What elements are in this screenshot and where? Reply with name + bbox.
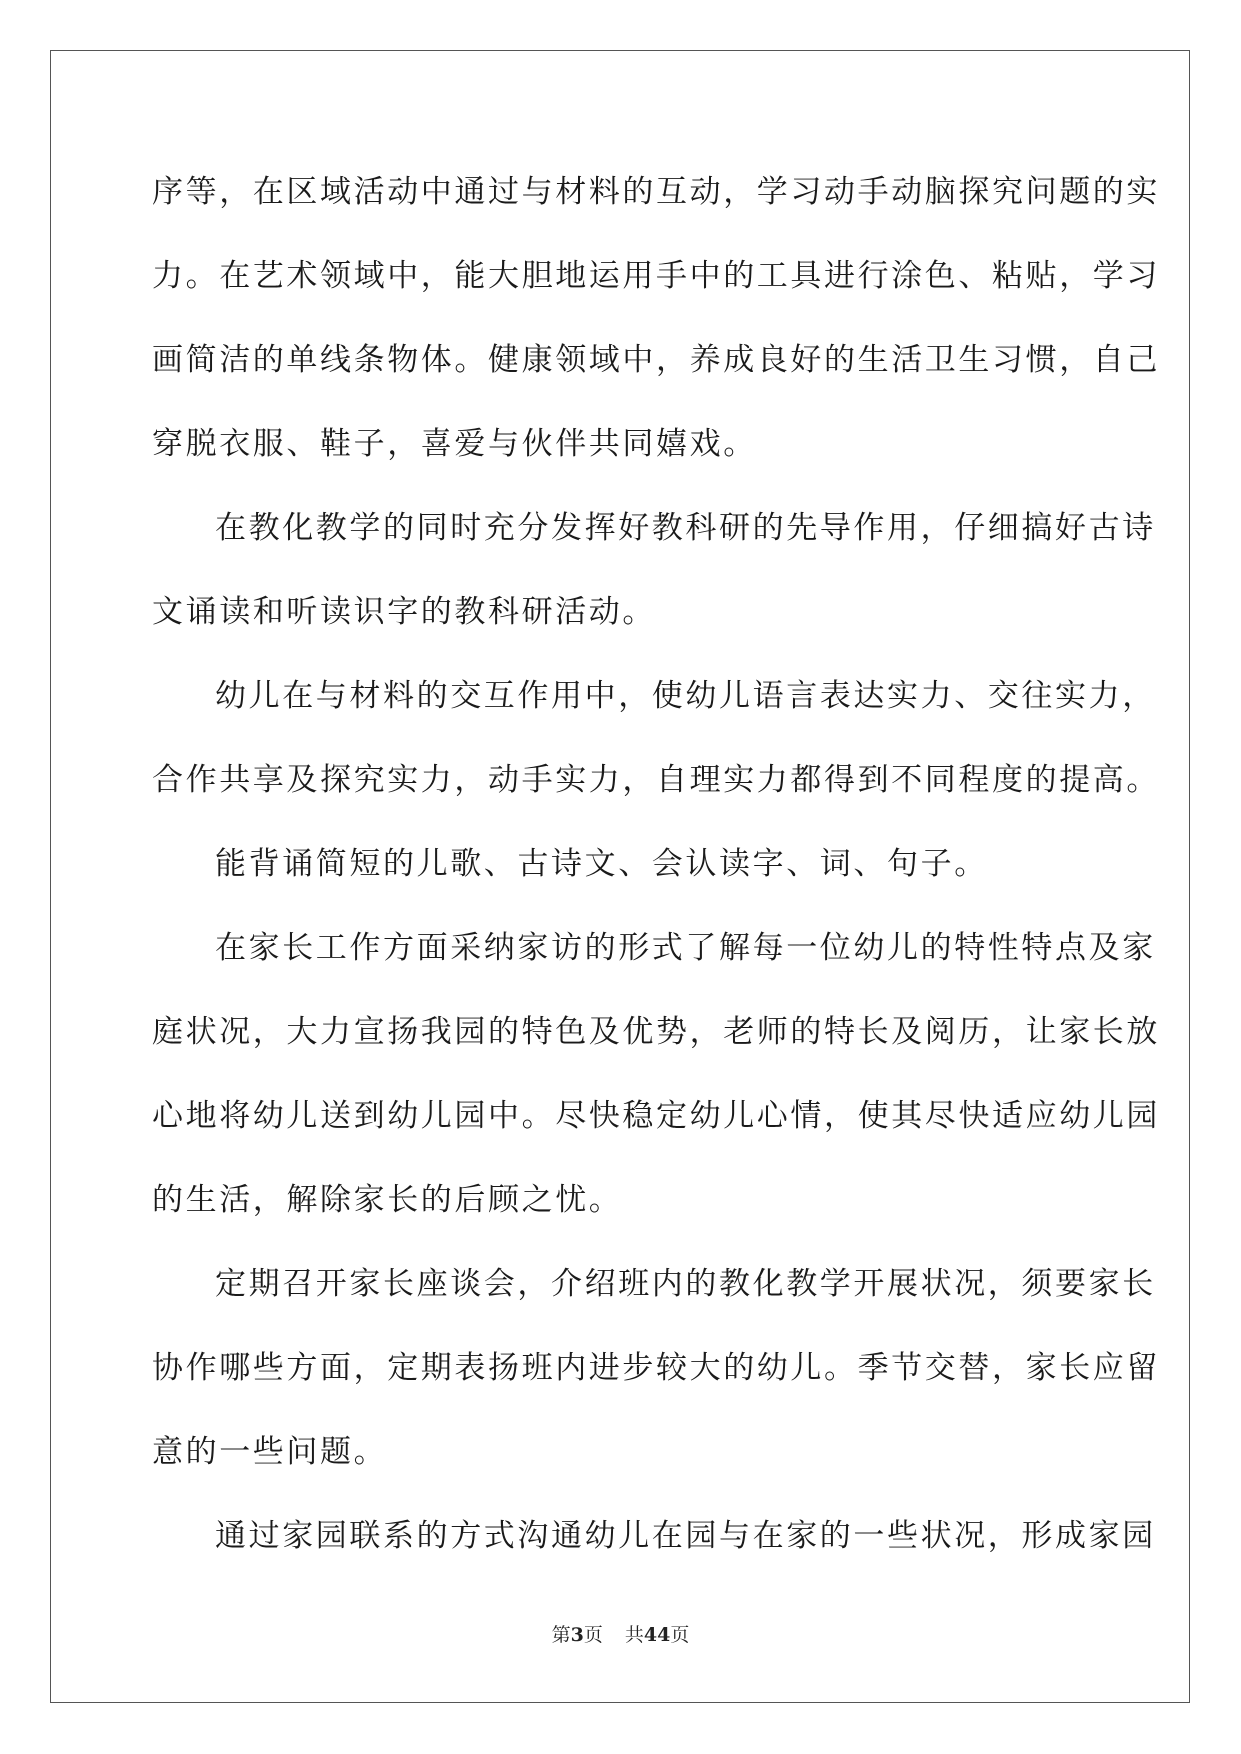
document-body xyxy=(152,162,1160,1590)
page-prefix: 第 xyxy=(551,1624,571,1646)
text-line: 意的一些问题。 xyxy=(152,1434,388,1470)
current-page-number: 3 xyxy=(570,1624,584,1646)
text-line: 文诵读和听读识字的教科研活动。 xyxy=(152,594,656,630)
paragraph-start-line: 通过家园联系的方式沟通幼儿在园与在家的一些状况，形成家园 xyxy=(215,1518,1156,1554)
text-line: 的生活，解除家长的后顾之忧。 xyxy=(152,1182,623,1218)
text-line: 庭状况，大力宣扬我园的特色及优势，老师的特长及阅历，让家长放 xyxy=(152,1014,1160,1050)
total-prefix: 共 xyxy=(624,1624,644,1646)
text-line: 画简洁的单线条物体。健康领域中，养成良好的生活卫生习惯，自己 xyxy=(152,342,1160,378)
text-line: 心地将幼儿送到幼儿园中。尽快稳定幼儿心情，使其尽快适应幼儿园 xyxy=(152,1098,1160,1134)
text-line: 穿脱衣服、鞋子，喜爱与伙伴共同嬉戏。 xyxy=(152,426,757,462)
paragraph-start-line: 幼儿在与材料的交互作用中，使幼儿语言表达实力、交往实力， xyxy=(215,678,1156,714)
paragraph-start-line: 在教化教学的同时充分发挥好教科研的先导作用，仔细搞好古诗 xyxy=(215,510,1156,546)
total-pages-number: 44 xyxy=(643,1624,671,1646)
text-line: 力。在艺术领域中，能大胆地运用手中的工具进行涂色、粘贴，学习 xyxy=(152,258,1160,294)
paragraph-start-line: 能背诵简短的儿歌、古诗文、会认读字、词、句子。 xyxy=(215,846,988,882)
total-suffix: 页 xyxy=(670,1624,690,1646)
paragraph-start-line: 定期召开家长座谈会，介绍班内的教化教学开展状况，须要家长 xyxy=(215,1266,1156,1302)
page-suffix: 页 xyxy=(583,1624,603,1646)
page-footer xyxy=(0,1620,1241,1647)
paragraph-start-line: 在家长工作方面采纳家访的形式了解每一位幼儿的特性特点及家 xyxy=(215,930,1156,966)
text-line: 合作共享及探究实力，动手实力，自理实力都得到不同程度的提高。 xyxy=(152,762,1160,798)
text-line: 序等，在区域活动中通过与材料的互动，学习动手动脑探究问题的实 xyxy=(152,174,1160,210)
text-line: 协作哪些方面，定期表扬班内进步较大的幼儿。季节交替，家长应留 xyxy=(152,1350,1160,1386)
